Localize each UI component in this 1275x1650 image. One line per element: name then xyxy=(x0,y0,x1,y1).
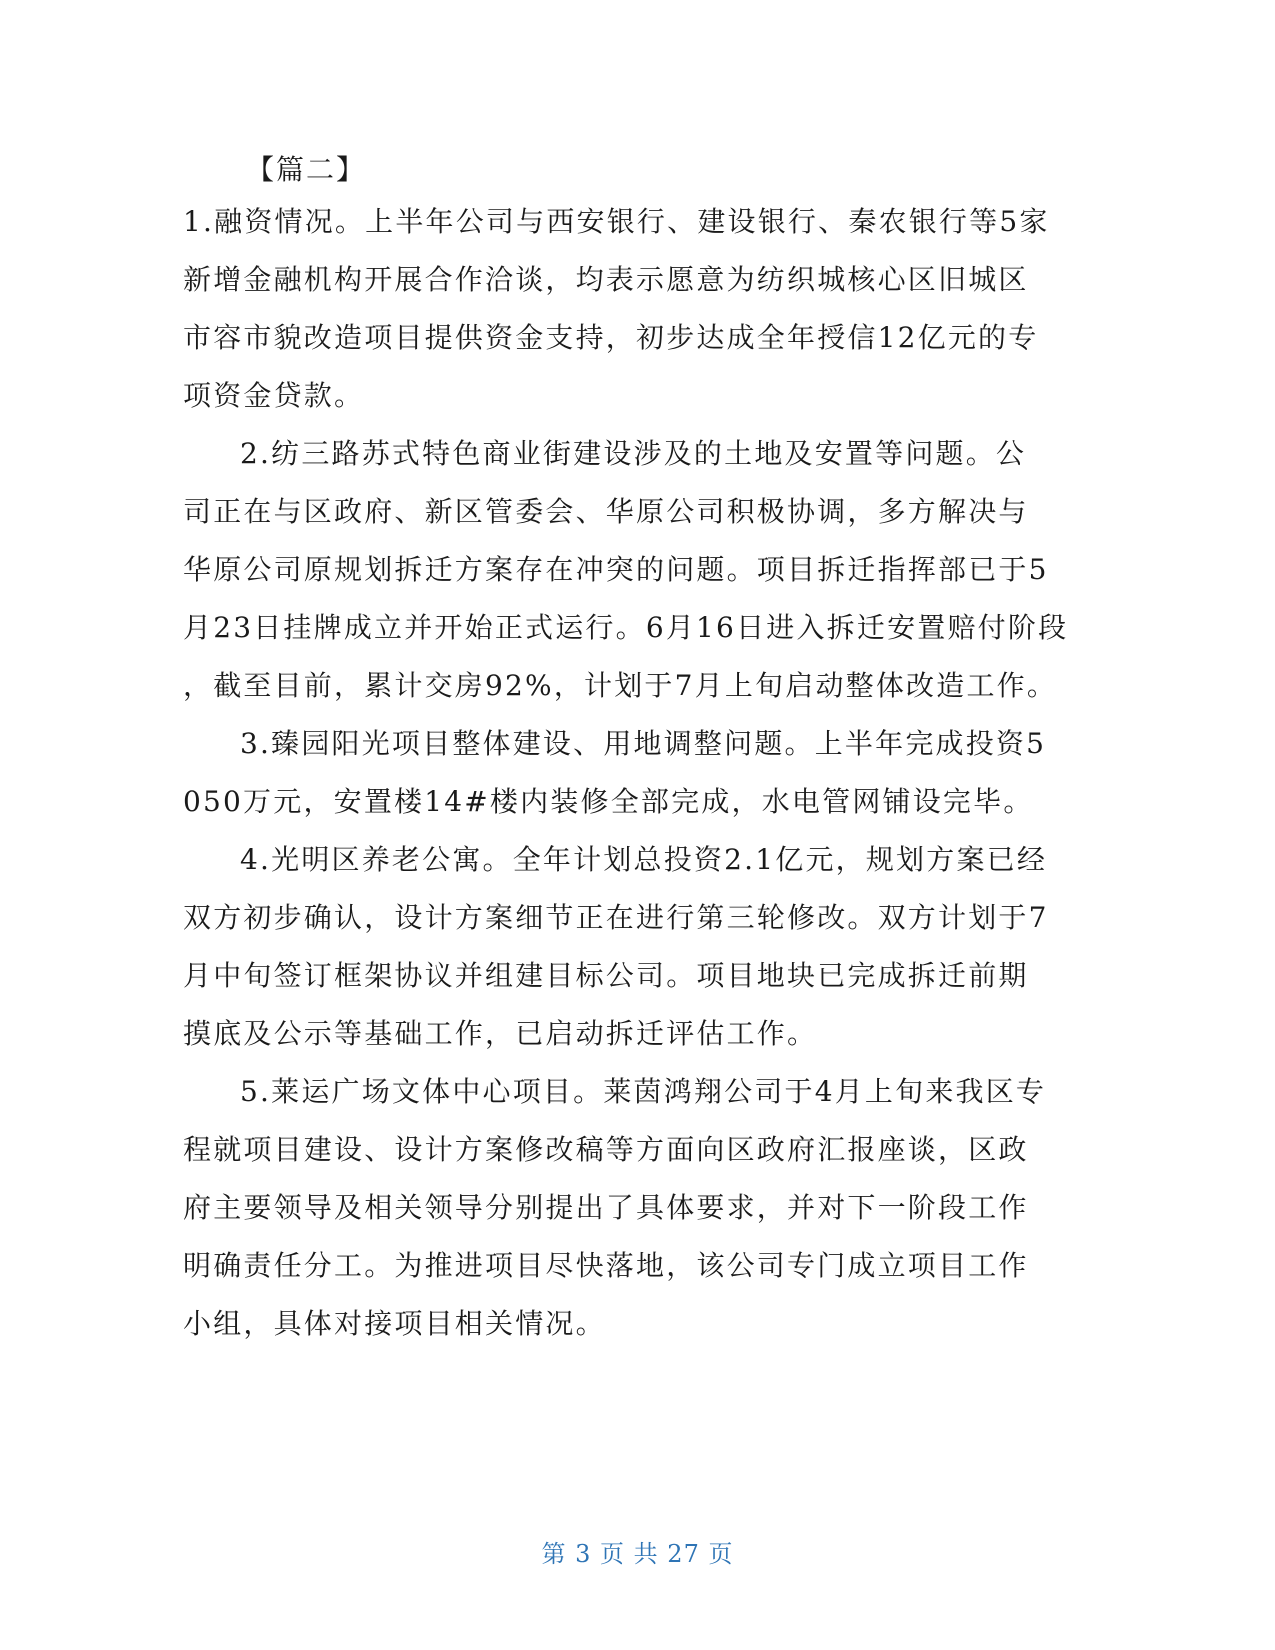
paragraph-3-line-2: 050万元，安置楼14#楼内装修全部完成，水电管网铺设完毕。 xyxy=(183,785,1034,818)
paragraph-2-line-5: ，截至目前，累计交房92%，计划于7月上旬启动整体改造工作。 xyxy=(183,669,1058,702)
paragraph-2-line-2: 司正在与区政府、新区管委会、华原公司积极协调，多方解决与 xyxy=(183,495,1029,528)
paragraph-2-line-4: 月23日挂牌成立并开始正式运行。6月16日进入拆迁安置赔付阶段 xyxy=(183,611,1069,644)
paragraph-5-line-5: 小组，具体对接项目相关情况。 xyxy=(183,1307,606,1340)
section-heading: 【篇二】 xyxy=(246,153,367,186)
paragraph-4-line-2: 双方初步确认，设计方案细节正在进行第三轮修改。双方计划于7 xyxy=(183,901,1049,934)
paragraph-1-line-4: 项资金贷款。 xyxy=(183,379,365,412)
paragraph-4-line-1: 4.光明区养老公寓。全年计划总投资2.1亿元，规划方案已经 xyxy=(240,843,1048,876)
paragraph-2-line-1: 2.纺三路苏式特色商业街建设涉及的土地及安置等问题。公 xyxy=(240,437,1027,470)
paragraph-5-line-4: 明确责任分工。为推进项目尽快落地，该公司专门成立项目工作 xyxy=(183,1249,1029,1282)
paragraph-4-line-3: 月中旬签订框架协议并组建目标公司。项目地块已完成拆迁前期 xyxy=(183,959,1029,992)
paragraph-1-line-1: 1.融资情况。上半年公司与西安银行、建设银行、秦农银行等5家 xyxy=(183,205,1050,238)
paragraph-1-line-2: 新增金融机构开展合作洽谈，均表示愿意为纺织城核心区旧城区 xyxy=(183,263,1029,296)
paragraph-5-line-3: 府主要领导及相关领导分别提出了具体要求，并对下一阶段工作 xyxy=(183,1191,1029,1224)
paragraph-5-line-2: 程就项目建设、设计方案修改稿等方面向区政府汇报座谈，区政 xyxy=(183,1133,1029,1166)
page-number-footer: 第 3 页 共 27 页 xyxy=(541,1540,734,1568)
paragraph-3-line-1: 3.臻园阳光项目整体建设、用地调整问题。上半年完成投资5 xyxy=(240,727,1047,760)
paragraph-1-line-3: 市容市貌改造项目提供资金支持，初步达成全年授信12亿元的专 xyxy=(183,321,1039,354)
paragraph-2-line-3: 华原公司原规划拆迁方案存在冲突的问题。项目拆迁指挥部已于5 xyxy=(183,553,1049,586)
paragraph-5-line-1: 5.莱运广场文体中心项目。莱茵鸿翔公司于4月上旬来我区专 xyxy=(240,1075,1047,1108)
paragraph-4-line-4: 摸底及公示等基础工作，已启动拆迁评估工作。 xyxy=(183,1017,818,1050)
